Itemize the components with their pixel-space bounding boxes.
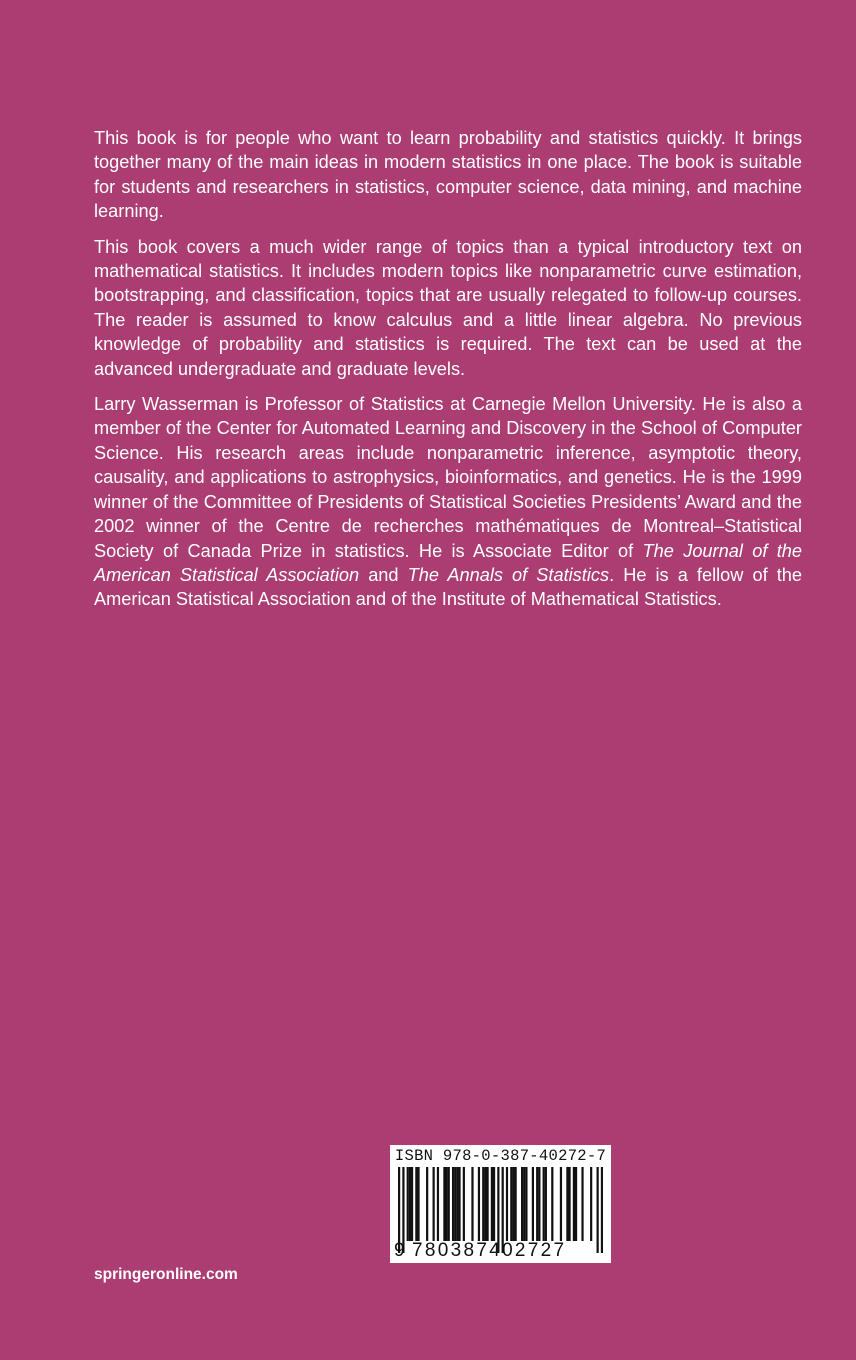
barcode-bar <box>545 1167 547 1241</box>
barcode-bar <box>566 1167 568 1241</box>
blurb-paragraph-intro: This book is for people who want to learn probability and statistics quickly. It brings together many of the main ideas in modern statistics in one place. The book is suitable for students and researchers in statistics, computer science, data mining, and machine learning. <box>94 128 802 222</box>
barcode-bar <box>525 1167 527 1241</box>
barcode-guard-bar <box>597 1167 599 1253</box>
journal-title-jasa: The Journal of the American Statistical Association <box>94 540 803 585</box>
publisher-url: springeronline.com <box>94 1266 238 1283</box>
barcode-bar <box>437 1167 439 1241</box>
ean-first-digit: 9 <box>394 1240 405 1261</box>
barcode-bar <box>536 1167 538 1241</box>
barcode-bar <box>448 1167 450 1241</box>
barcode-bar <box>411 1167 413 1241</box>
isbn-label: ISBN 978-0-387-40272-7 <box>394 1147 607 1165</box>
barcode-bar <box>551 1167 553 1241</box>
author-bio-text-and: and <box>359 564 408 585</box>
barcode-bar <box>445 1167 447 1241</box>
barcode-bar <box>452 1167 454 1241</box>
barcode-bar <box>417 1167 419 1241</box>
blurb-paragraph-author-bio <box>94 392 802 612</box>
author-bio-text: Larry Wasserman is Professor of Statistics at Carnegie Mellon University. He is also a member of the Center for Automated Learning and Discovery in the School of Computer Science. His research areas include nonparametric inference, asymptotic theory, causality, and applications to astrophysics, bioinformatics, and genetics. He is the 1999 winner of the Committee of Presidents of Statistical Societies Presidents’ Award and the 2002 winner of the Centre de recherches mathématiques de Montreal–Statistical Society of Canada Prize in statistics. He is Associate Editor of <box>94 394 802 561</box>
author-bio-text-end: . He is a fellow of the American Statistical Association and of the Institute of Mathematical Statistics. <box>94 564 802 610</box>
barcode-bar <box>538 1167 540 1241</box>
barcode-bar <box>543 1167 545 1241</box>
isbn-barcode <box>390 1145 611 1263</box>
barcode-bar <box>515 1167 517 1241</box>
back-cover-blurb <box>94 126 802 612</box>
barcode-bar <box>407 1167 409 1241</box>
journal-title-annals: The Annals of Statistics <box>407 564 610 585</box>
barcode-guard-bar <box>601 1167 603 1253</box>
barcode-bar <box>456 1167 458 1241</box>
barcode-bar <box>493 1167 495 1241</box>
blurb-paragraph-topics: This book covers a much wider range of topics than a typical introductory text on mathematical statistics. It includes modern topics like nonparametric curve estimation, bootstrapping, and classification, topics that are usually relegated to follow-up courses. The reader is assumed to know calculus and a little linear algebra. No previous knowledge of probability and statistics is required. The text can be used at the advanced undergraduate and graduate levels. <box>94 236 802 379</box>
ean-digit-groups: 780387402727 <box>412 1240 567 1261</box>
barcode-bar <box>532 1167 534 1241</box>
barcode-bar <box>433 1167 435 1241</box>
barcode-bar <box>482 1167 484 1241</box>
barcode-bar <box>510 1167 512 1241</box>
barcode-bar <box>512 1167 514 1241</box>
barcode-bar <box>523 1167 525 1241</box>
barcode-bar <box>426 1167 428 1241</box>
barcode-bar <box>415 1167 417 1241</box>
barcode-bar <box>463 1167 465 1241</box>
barcode-bar <box>458 1167 460 1241</box>
barcode-bar <box>454 1167 456 1241</box>
barcode-bar <box>568 1167 570 1241</box>
barcode-bar <box>506 1167 508 1241</box>
barcode-bar <box>486 1167 488 1241</box>
barcode-bar <box>560 1167 562 1241</box>
barcode-bar <box>478 1167 480 1241</box>
barcode-bar <box>573 1167 575 1241</box>
barcode-bar <box>575 1167 577 1241</box>
barcode-bar <box>491 1167 493 1241</box>
barcode-bar <box>581 1167 583 1241</box>
barcode-bar <box>521 1167 523 1241</box>
barcode-bar <box>409 1167 411 1241</box>
barcode-bar <box>590 1167 592 1241</box>
barcode-bar <box>484 1167 486 1241</box>
barcode-bar <box>471 1167 473 1241</box>
barcode-bar <box>443 1167 445 1241</box>
